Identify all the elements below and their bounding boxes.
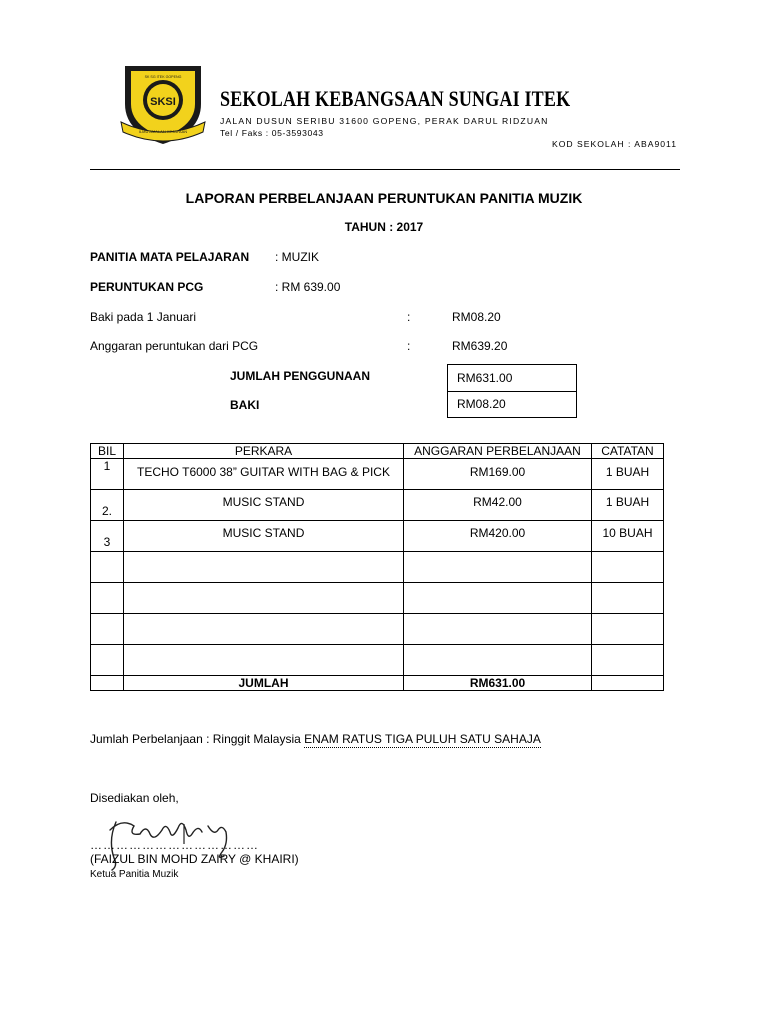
report-title: LAPORAN PERBELANJAAN PERUNTUKAN PANITIA MUZIK [185, 190, 583, 206]
baki-box [447, 391, 577, 418]
row-bil: 3 [91, 521, 124, 552]
jumlah-penggunaan-value: RM631.00 [457, 371, 513, 385]
row-perkara: MUSIC STAND [124, 521, 404, 552]
empty-row [91, 645, 664, 676]
school-code: KOD SEKOLAH : ABA9011 [552, 139, 677, 149]
header-divider [90, 169, 680, 170]
report-year: TAHUN : 2017 [344, 220, 424, 234]
empty-row [91, 614, 664, 645]
total-row [91, 676, 664, 691]
school-address: JALAN DUSUN SERIBU 31600 GOPENG, PERAK DARUL RIDZUAN [220, 116, 549, 126]
header-catatan: CATATAN [592, 444, 664, 459]
empty-row [91, 583, 664, 614]
signatory-position: Ketua Panitia Muzik [90, 869, 179, 880]
peruntukan-label: PERUNTUKAN PCG [90, 280, 204, 294]
summary-line [90, 732, 541, 746]
row-catatan: 1 BUAH [592, 459, 664, 490]
header-bil: BIL [91, 444, 124, 459]
school-name: SEKOLAH KEBANGSAAN SUNGAI ITEK [220, 86, 571, 111]
row-anggaran: RM42.00 [404, 490, 592, 521]
row-bil: 1 [91, 459, 124, 490]
anggaran-colon: : [407, 339, 411, 353]
row-catatan: 10 BUAH [592, 521, 664, 552]
signature-dotted-line: ………………………………… [90, 838, 259, 852]
table-row [91, 490, 664, 521]
row-perkara: MUSIC STAND [124, 490, 404, 521]
row-perkara: TECHO T6000 38” GUITAR WITH BAG & PICK [124, 459, 404, 490]
peruntukan-value: : RM 639.00 [275, 280, 341, 294]
anggaran-value: RM639.20 [452, 339, 508, 353]
school-phone: Tel / Faks : 05-3593043 [220, 128, 324, 138]
anggaran-label: Anggaran peruntukan dari PCG [90, 339, 259, 353]
summary-words: ENAM RATUS TIGA PULUH SATU SAHAJA [304, 732, 541, 746]
row-anggaran: RM420.00 [404, 521, 592, 552]
logo-center-text: SKSI [150, 96, 176, 108]
row-catatan: 1 BUAH [592, 490, 664, 521]
school-logo [117, 62, 209, 146]
jumlah-penggunaan-label: JUMLAH PENGGUNAAN [230, 369, 371, 383]
summary-label: Jumlah Perbelanjaan : Ringgit Malaysia [90, 732, 301, 746]
jumlah-penggunaan-box [447, 364, 577, 392]
expense-table [90, 443, 664, 691]
baki-value: RM08.20 [457, 397, 506, 411]
signatory-name: (FAIZUL BIN MOHD ZAIRY @ KHAIRI) [90, 852, 299, 866]
baki-january-colon: : [407, 310, 411, 324]
header-anggaran: ANGGARAN PERBELANJAAN [404, 444, 592, 459]
table-row [91, 459, 664, 490]
empty-row [91, 552, 664, 583]
row-anggaran: RM169.00 [404, 459, 592, 490]
total-value: RM631.00 [404, 676, 592, 691]
table-header-row [91, 444, 664, 459]
baki-january-label: Baki pada 1 Januari [90, 310, 197, 324]
prepared-by: Disediakan oleh, [90, 791, 179, 805]
total-label: JUMLAH [124, 676, 404, 691]
logo-top-text: SK SG ITEK GOPENG [144, 75, 182, 79]
panitia-label: PANITIA MATA PELAJARAN [90, 250, 250, 264]
baki-label: BAKI [230, 398, 260, 412]
logo-motto: ILMU AMALAN KEJAYAAN [138, 129, 188, 134]
panitia-value: : MUZIK [275, 250, 319, 264]
header-perkara: PERKARA [124, 444, 404, 459]
baki-january-value: RM08.20 [452, 310, 501, 324]
table-row [91, 521, 664, 552]
row-bil: 2. [91, 490, 124, 521]
